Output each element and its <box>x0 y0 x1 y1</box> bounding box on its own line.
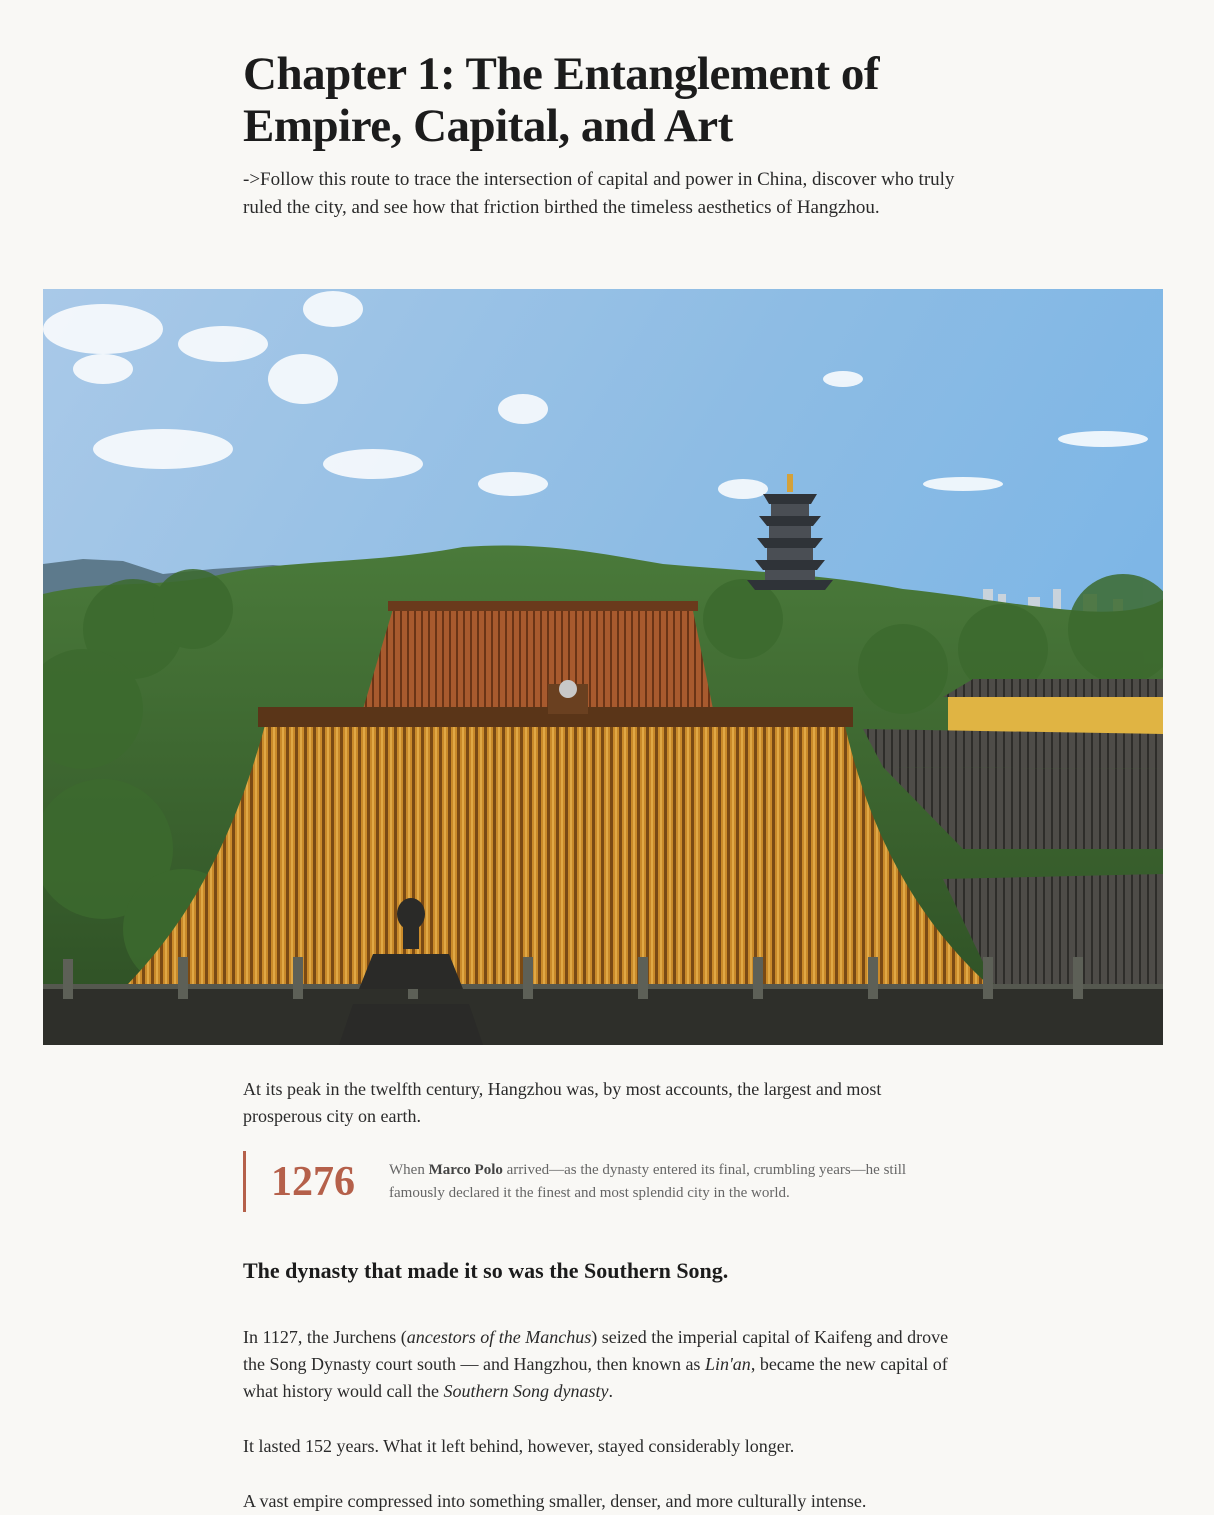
callout-year: 1276 <box>271 1158 355 1205</box>
chapter-subtitle: ->Follow this route to trace the intersection of capital and power in China, discover who truly ruled the city, and see how that friction birthed the timeless aesthetics of Hangzhou. <box>243 169 955 218</box>
callout-name: Marco Polo <box>428 1161 503 1178</box>
para2-e: , became the new capital of what history would call the <box>243 1354 948 1401</box>
empire-paragraph: A vast empire compressed into something smaller, denser, and more culturally intense. <box>243 1491 867 1511</box>
para2-g: . <box>608 1381 613 1401</box>
history-paragraph <box>243 1324 963 1405</box>
para2-a: In 1127, the Jurchens ( <box>243 1327 407 1347</box>
duration-paragraph: It lasted 152 years. What it left behind, however, stayed considerably longer. <box>243 1436 795 1456</box>
chapter-title: Chapter 1: The Entanglement of Empire, Capital, and Art <box>243 48 880 152</box>
callout-text <box>389 1159 949 1205</box>
intro-paragraph: At its peak in the twelfth century, Hangzhou was, by most accounts, the largest and most prosperous city on earth. <box>243 1079 882 1126</box>
para2-b: ancestors of the Manchus <box>406 1327 592 1347</box>
para2-d: Lin'an <box>704 1354 751 1374</box>
para2-f: Southern Song dynasty <box>443 1381 609 1401</box>
para2-c: ) seized the imperial capital of Kaifeng and drove the Song Dynasty court south — and Hangzhou, then known as <box>243 1327 949 1374</box>
hero-image <box>43 289 1163 1045</box>
section-subheading: The dynasty that made it so was the Southern Song. <box>243 1258 729 1283</box>
year-callout <box>243 1151 966 1212</box>
callout-text-before: When <box>389 1161 429 1178</box>
callout-text-after: arrived—as the dynasty entered its final, crumbling years—he still famously declared it the finest and most splendid city in the world. <box>389 1161 907 1201</box>
